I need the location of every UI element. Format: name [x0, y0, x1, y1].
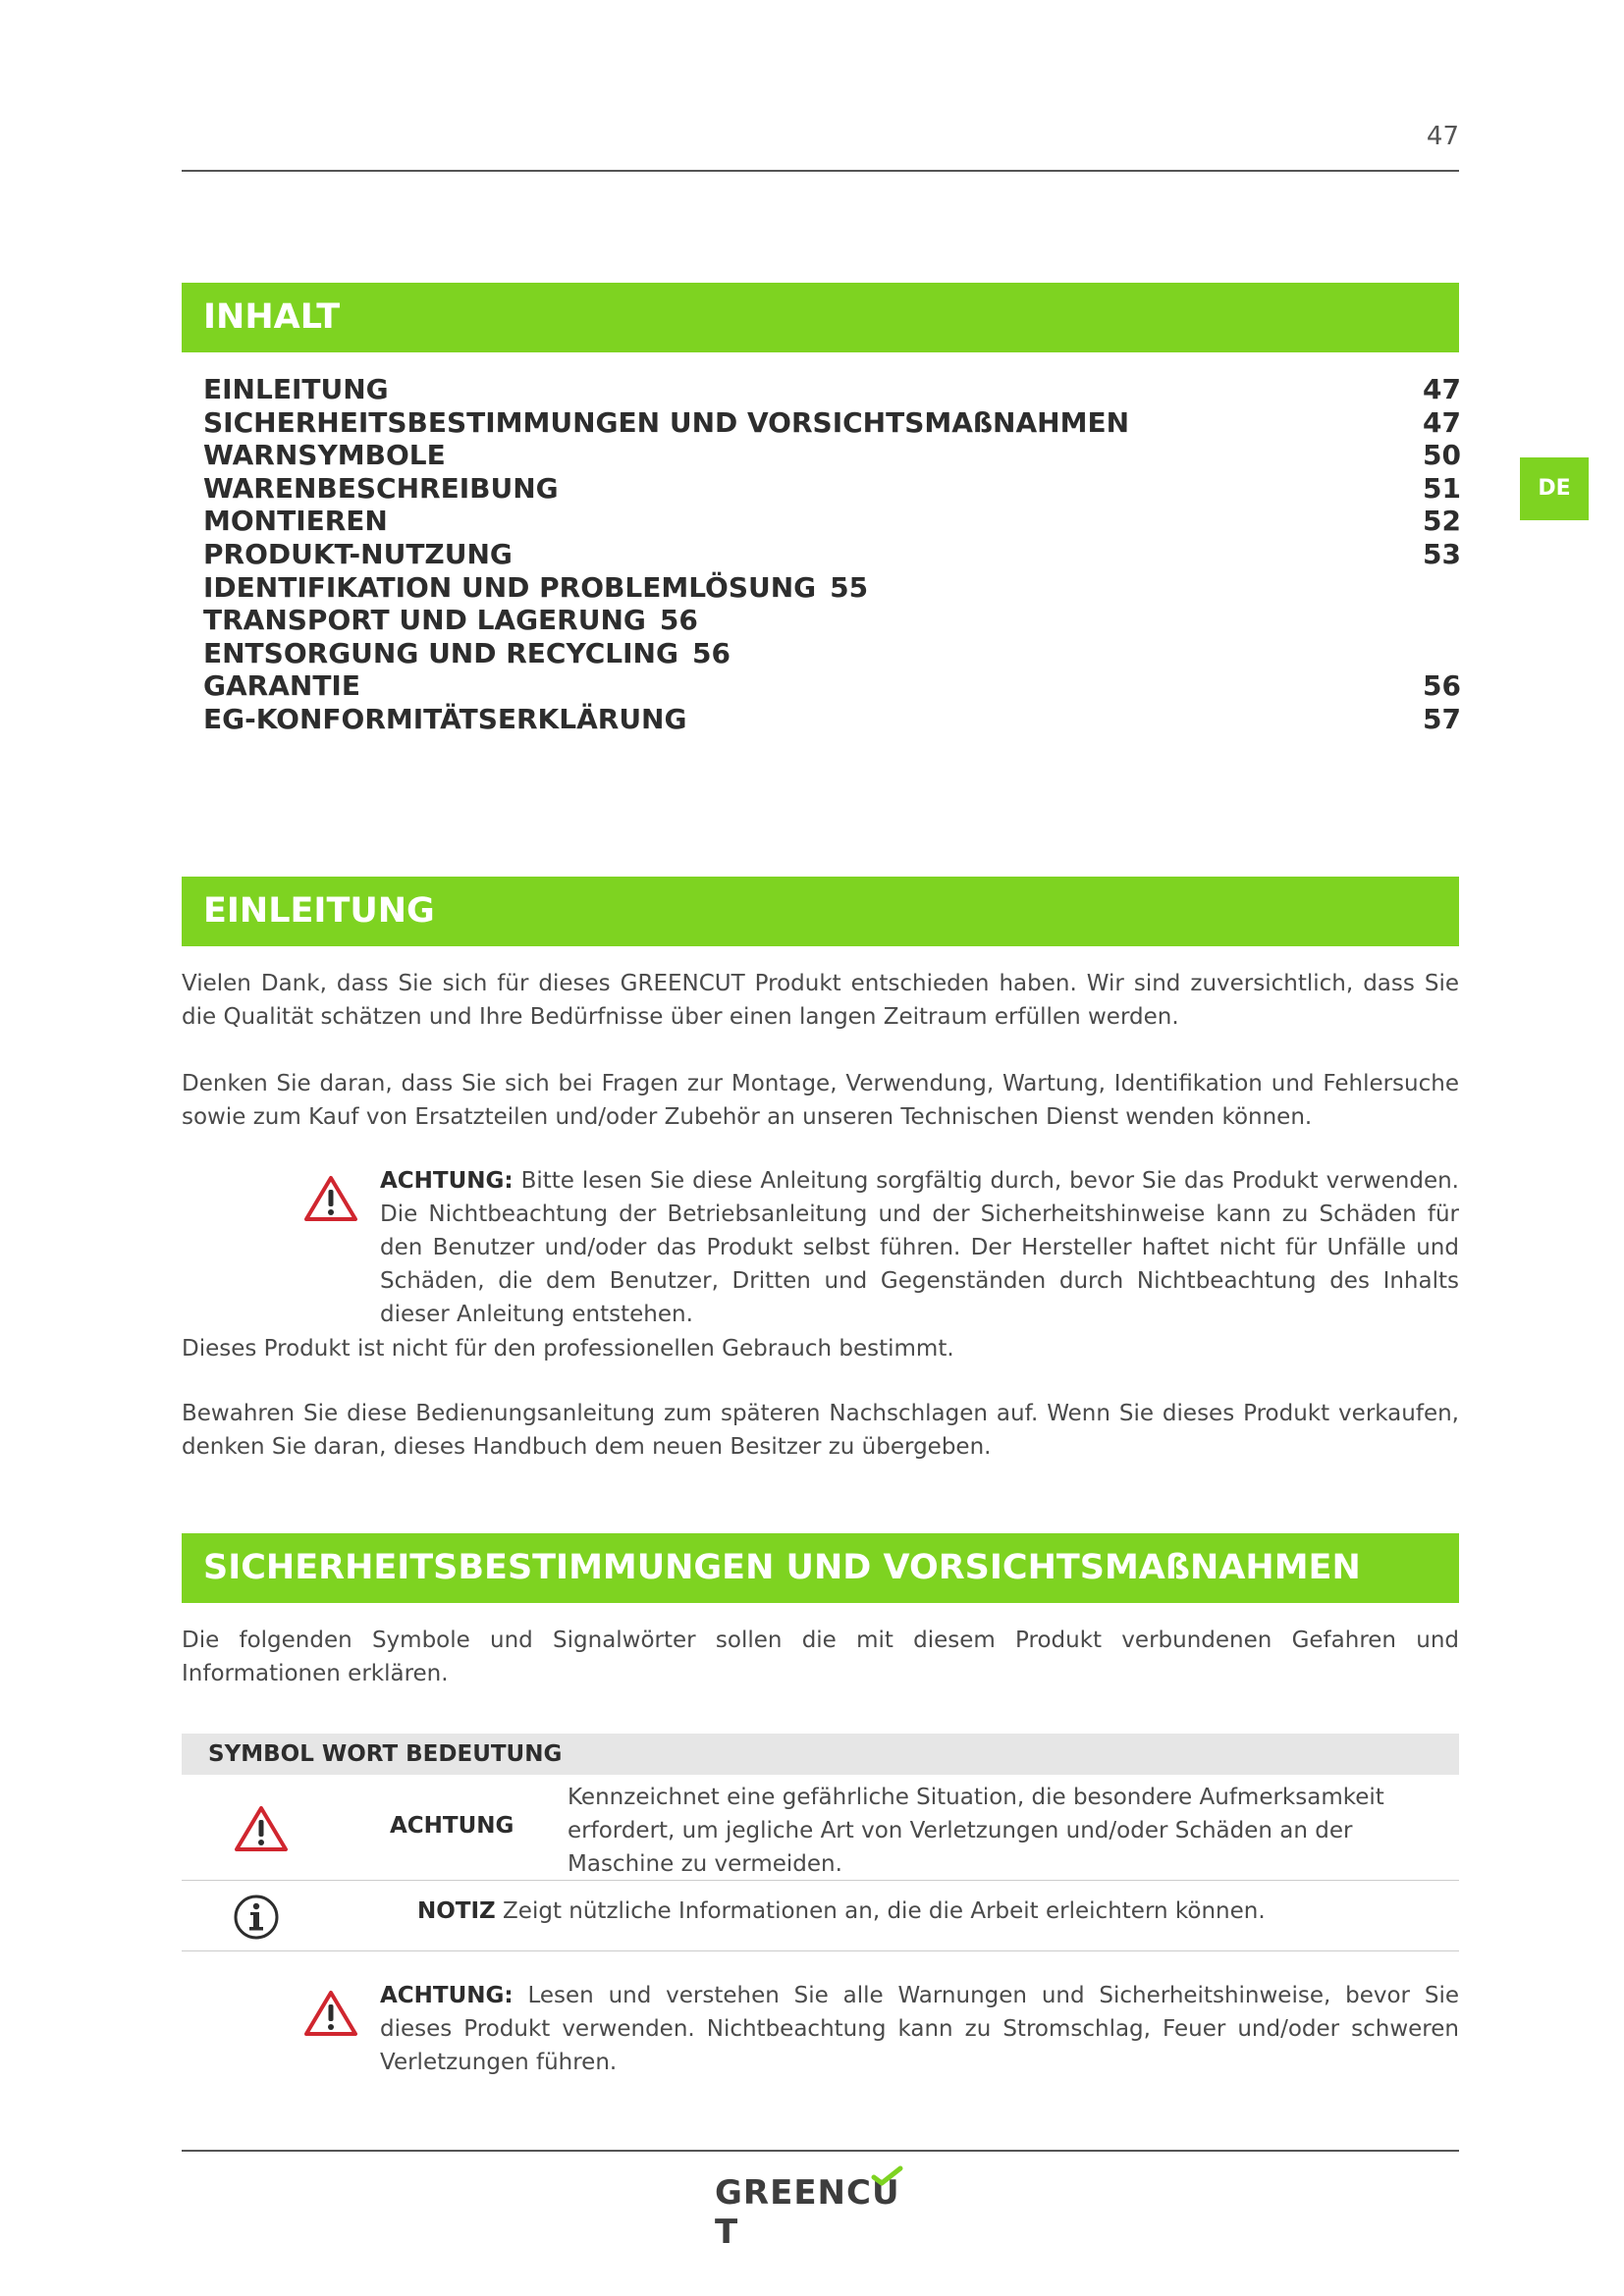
- toc-item-page: 55: [830, 570, 869, 604]
- toc-item-label: ENTSORGUNG UND RECYCLING: [203, 636, 678, 669]
- toc-item-label: EINLEITUNG: [203, 373, 389, 405]
- toc-item-page: 50: [1423, 439, 1461, 472]
- safety-heading: SICHERHEITSBESTIMMUNGEN UND VORSICHTSMAßNAHMEN: [182, 1533, 1459, 1603]
- toc-item[interactable]: [203, 703, 1465, 736]
- toc-item[interactable]: [203, 505, 1465, 538]
- safety-warning-text: [380, 1979, 1459, 2079]
- intro-heading: EINLEITUNG: [182, 877, 1459, 946]
- table-of-contents: [203, 373, 1465, 736]
- warning-body: Lesen und verstehen Sie alle Warnungen und Sicherheitshinweise, bevor Sie dieses Produkt verwenden. Nichtbeachtung kann zu Stromschlag, Feuer und/oder schweren Verletzungen führen.: [380, 1983, 1459, 2075]
- warning-icon: [234, 1804, 289, 1853]
- toc-heading: INHALT: [182, 283, 1459, 352]
- symbol-table: [182, 1734, 1459, 1951]
- table-row: [182, 1881, 1459, 1951]
- toc-item-page: 56: [659, 604, 698, 637]
- language-tab[interactable]: DE: [1520, 457, 1589, 520]
- toc-item[interactable]: [203, 637, 1465, 670]
- intro-paragraph-3: Dieses Produkt ist nicht für den professionellen Gebrauch bestimmt.: [182, 1336, 954, 1362]
- toc-item-label: EG-KONFORMITÄTSERKLÄRUNG: [203, 702, 687, 735]
- toc-item[interactable]: [203, 538, 1465, 571]
- warning-body: Bitte lesen Sie diese Anleitung sorgfältig durch, bevor Sie das Produkt verwenden. Die Nichtbeachtung der Betriebsanleitung und der Sicherheitshinweise kann zu Schäden für den Benutzer und/oder das Produkt selbst führen. Der Hersteller haftet nicht für Unfälle und Schäden, die dem Benutzer, Dritten und Gegenständen durch Nichtbeachtung des Inhalts dieser Anleitung entstehen.: [380, 1168, 1459, 1327]
- safety-paragraph-1: Die folgenden Symbole und Signalwörter sollen die mit diesem Produkt verbundenen Gefahren und Informationen erklären.: [182, 1628, 1459, 1686]
- toc-item-label: SICHERHEITSBESTIMMUNGEN UND VORSICHTSMAßNAHMEN: [203, 405, 1130, 439]
- symbol-table-header: SYMBOL WORT BEDEUTUNG: [182, 1734, 1459, 1775]
- toc-item-page: 47: [1423, 373, 1461, 405]
- toc-item-page: 53: [1423, 537, 1461, 570]
- toc-item[interactable]: [203, 669, 1465, 703]
- logo-check-icon: [870, 2165, 903, 2187]
- toc-item-page: 52: [1423, 505, 1461, 538]
- intro-paragraph-4: Bewahren Sie diese Bedienungsanleitung zum späteren Nachschlagen auf. Wenn Sie dieses Produkt verkaufen, denken Sie daran, dieses Handbuch dem neuen Besitzer zu übergeben.: [182, 1401, 1459, 1460]
- intro-paragraph-1: Vielen Dank, dass Sie sich für dieses GREENCUT Produkt entschieden haben. Wir sind zuversichtlich, dass Sie die Qualität schätzen und Ihre Bedürfnisse über einen langen Zeitraum erfüllen werden.: [182, 971, 1459, 1030]
- toc-item-label: IDENTIFIKATION UND PROBLEMLÖSUNG: [203, 570, 817, 604]
- symbol-note-text: [417, 1898, 1266, 1924]
- toc-item[interactable]: [203, 373, 1465, 406]
- warning-label: ACHTUNG:: [380, 1168, 514, 1194]
- symbol-description-achtung: Kennzeichnet eine gefährliche Situation, die besondere Aufmerksamkeit erfordert, um jegliche Art von Verletzungen und/oder Schäden an der Maschine zu vermeiden.: [568, 1785, 1384, 1877]
- toc-item-page: 56: [1423, 669, 1461, 703]
- toc-item-label: TRANSPORT UND LAGERUNG: [203, 604, 646, 637]
- safety-warning: [295, 1979, 1459, 2079]
- toc-item-label: MONTIEREN: [203, 505, 388, 538]
- toc-item-page: 56: [691, 636, 731, 669]
- symbol-word-notiz: NOTIZ: [417, 1898, 496, 1924]
- symbol-description-notiz: Zeigt nützliche Informationen an, die die Arbeit erleichtern können.: [495, 1898, 1266, 1924]
- intro-warning: [295, 1164, 1459, 1331]
- footer-rule: [182, 2150, 1459, 2152]
- header-rule: [182, 170, 1459, 172]
- toc-item-page: 51: [1423, 471, 1461, 505]
- toc-item-page: 47: [1423, 405, 1461, 439]
- toc-item-label: GARANTIE: [203, 669, 360, 703]
- toc-item[interactable]: [203, 439, 1465, 472]
- table-row: [182, 1775, 1459, 1881]
- page-number: 47: [1426, 122, 1459, 151]
- warning-icon: [303, 1989, 358, 2038]
- info-icon: [232, 1893, 281, 1942]
- symbol-word-achtung: ACHTUNG: [390, 1813, 514, 1839]
- toc-item-label: PRODUKT-NUTZUNG: [203, 537, 513, 570]
- toc-item-label: WARENBESCHREIBUNG: [203, 471, 559, 505]
- toc-item[interactable]: [203, 571, 1465, 605]
- toc-item[interactable]: [203, 406, 1465, 440]
- warning-label: ACHTUNG:: [380, 1983, 514, 2008]
- intro-warning-text: [380, 1164, 1459, 1331]
- intro-paragraph-2: Denken Sie daran, dass Sie sich bei Fragen zur Montage, Verwendung, Wartung, Identifikation und Fehlersuche sowie zum Kauf von Ersatzteilen und/oder Zubehör an unseren Technischen Dienst wenden können.: [182, 1071, 1459, 1130]
- greencut-logo: GREENCU T: [715, 2173, 921, 2216]
- toc-item[interactable]: [203, 604, 1465, 637]
- warning-icon: [303, 1174, 358, 1223]
- toc-item-label: WARNSYMBOLE: [203, 439, 446, 472]
- toc-item-page: 57: [1423, 702, 1461, 735]
- toc-item[interactable]: [203, 472, 1465, 506]
